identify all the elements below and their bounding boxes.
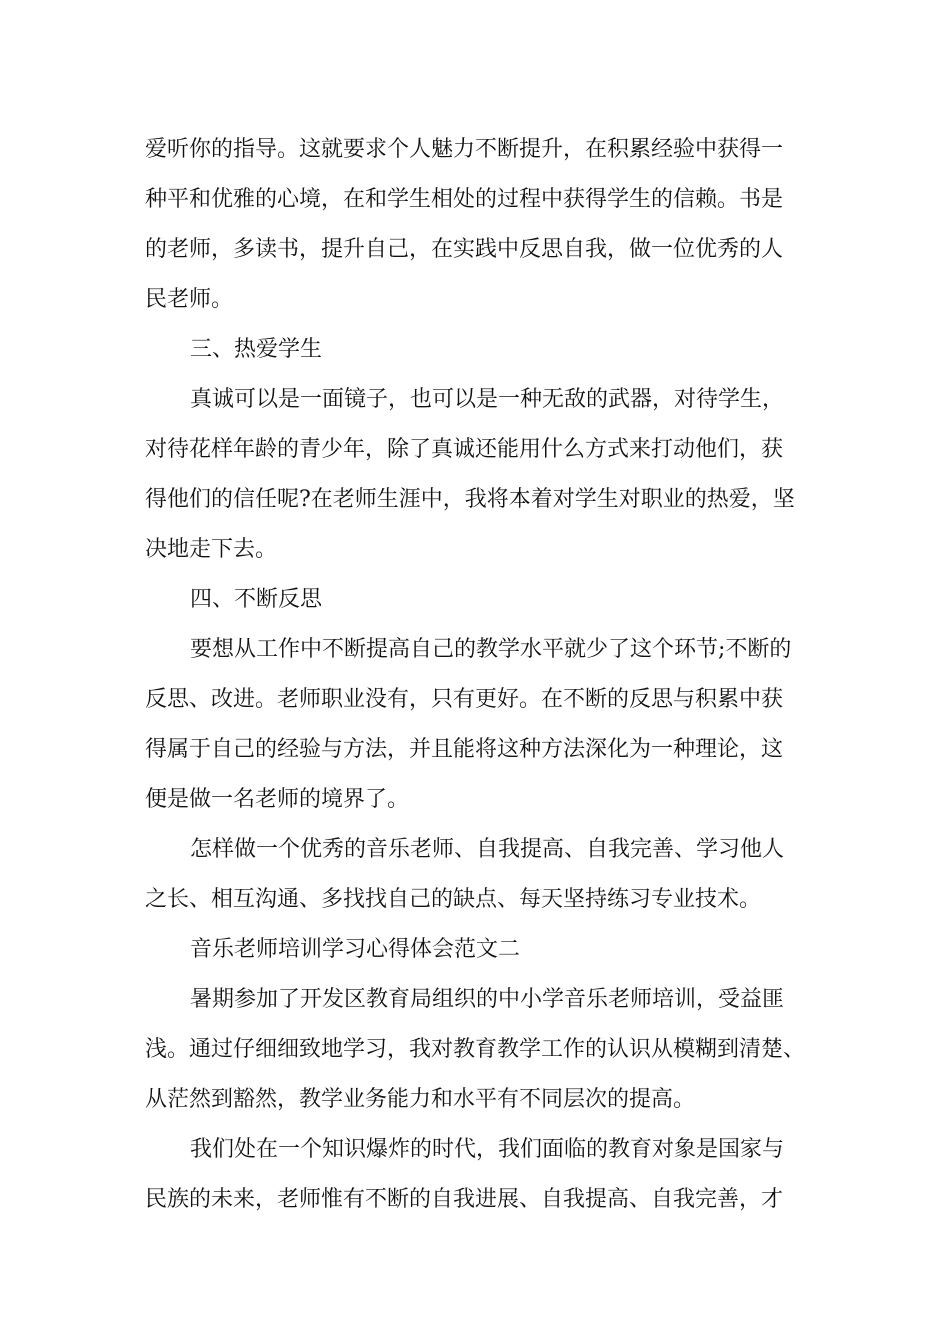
paragraph-line: 浅。通过仔细细致地学习，我对教育教学工作的认识从模糊到清楚、 <box>145 1037 806 1062</box>
paragraph-line: 从茫然到豁然，教学业务能力和水平有不同层次的提高。 <box>145 1087 696 1112</box>
paragraph-line: 真诚可以是一面镜子，也可以是一种无敌的武器，对待学生， <box>190 387 785 412</box>
paragraph-line: 我们处在一个知识爆炸的时代，我们面临的教育对象是国家与 <box>190 1137 785 1162</box>
paragraph-line: 暑期参加了开发区教育局组织的中小学音乐老师培训，受益匪 <box>190 987 785 1012</box>
paragraph-line: 得属于自己的经验与方法，并且能将这种方法深化为一种理论，这 <box>145 737 784 762</box>
paragraph-line: 民老师。 <box>145 287 234 312</box>
paragraph-line: 爱听你的指导。这就要求个人魅力不断提升，在积累经验中获得一 <box>145 137 784 162</box>
paragraph-line: 怎样做一个优秀的音乐老师、自我提高、自我完善、学习他人 <box>190 837 785 862</box>
paragraph-line: 种平和优雅的心境，在和学生相处的过程中获得学生的信赖。书是 <box>145 187 784 212</box>
section-heading: 三、热爱学生 <box>190 337 323 362</box>
paragraph-line: 之长、相互沟通、多找找自己的缺点、每天坚持练习专业技术。 <box>145 887 762 912</box>
paragraph-line: 得他们的信任呢?在老师生涯中，我将本着对学生对职业的热爱，坚 <box>145 487 795 512</box>
section-heading: 四、不断反思 <box>190 587 323 612</box>
paragraph-line: 便是做一名老师的境界了。 <box>145 787 410 812</box>
paragraph-line: 的老师，多读书，提升自己，在实践中反思自我，做一位优秀的人 <box>145 237 784 262</box>
paragraph-line: 对待花样年龄的青少年，除了真诚还能用什么方式来打动他们，获 <box>145 437 784 462</box>
section-heading: 音乐老师培训学习心得体会范文二 <box>190 937 521 962</box>
paragraph-line: 决地走下去。 <box>145 537 278 562</box>
paragraph-line: 民族的未来，老师惟有不断的自我进展、自我提高、自我完善，才 <box>145 1187 784 1212</box>
paragraph-line: 反思、改进。老师职业没有，只有更好。在不断的反思与积累中获 <box>145 687 784 712</box>
paragraph-line: 要想从工作中不断提高自己的教学水平就少了这个环节;不断的 <box>190 637 792 662</box>
